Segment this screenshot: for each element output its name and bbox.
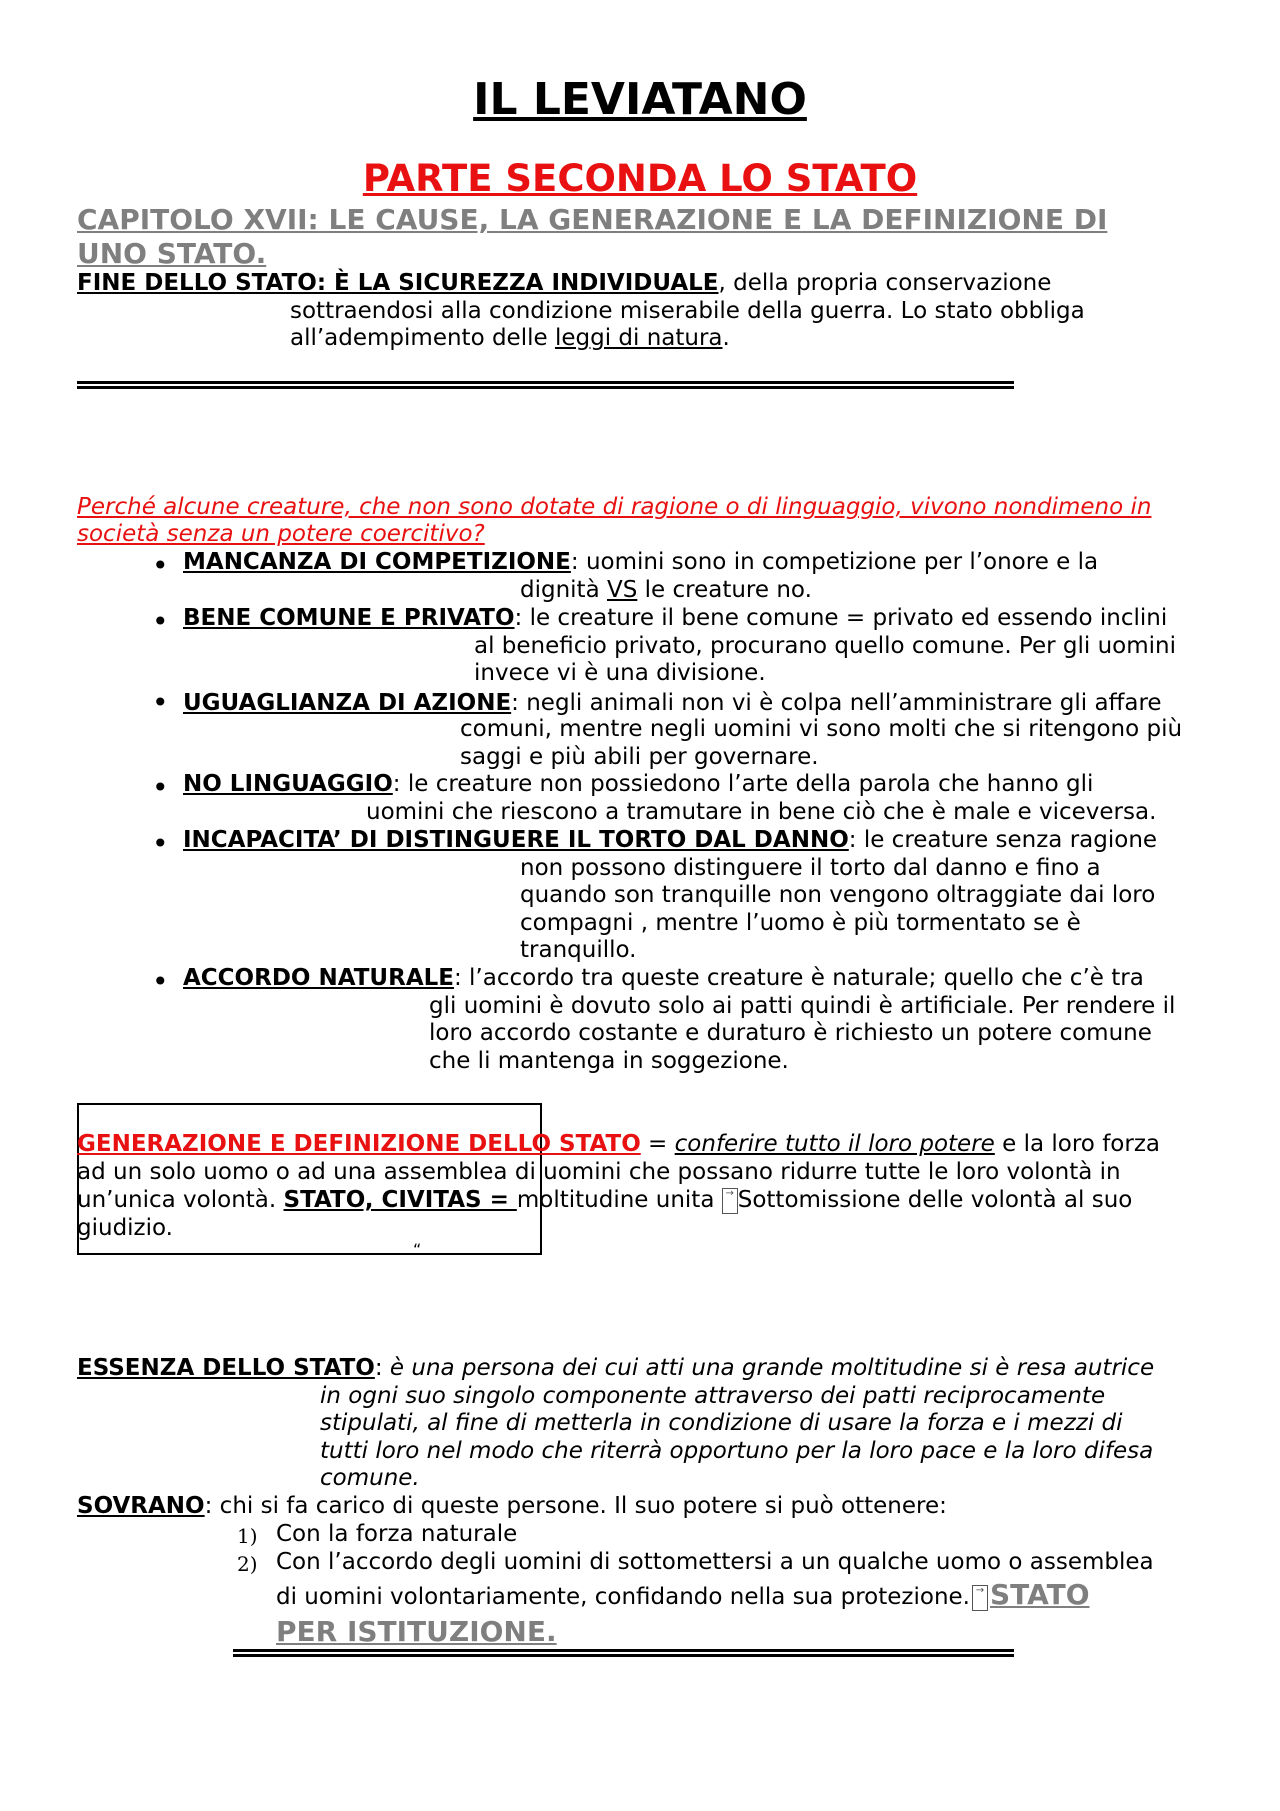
double-divider-1 <box>77 381 1014 389</box>
bullet-5-line-3: quando son tranquille non vengono oltraggiate dai loro <box>520 882 1156 908</box>
sovrano-label: SOVRANO <box>77 1493 205 1519</box>
bullet-5-line-1 <box>183 827 1263 855</box>
generazione-line-2: ad un solo uomo o ad una assemblea di uomini che possano ridurre tutte le loro volontà in <box>77 1159 1121 1185</box>
stato-civitas: STATO, CIVITAS = <box>283 1187 517 1213</box>
fine-stato-line-3 <box>290 325 1250 353</box>
bullet-4-line-2: uomini che riescono a tramutare in bene ciò che è male e viceversa. <box>366 799 1157 825</box>
sovrano-line <box>77 1493 1267 1521</box>
bullet-2-line-3: invece vi è una divisione. <box>474 660 766 686</box>
sovrano-item-1: Con la forza naturale <box>276 1521 518 1547</box>
chapter-line-1: CAPITOLO XVII: LE CAUSE, LA GENERAZIONE E LA DEFINIZIONE DI <box>77 203 1108 236</box>
fine-stato-line-2: sottraendosi alla condizione miserabile della guerra. Lo stato obbliga <box>290 298 1085 324</box>
essenza-line-5: comune. <box>320 1465 420 1491</box>
bullet-3-label: UGUAGLIANZA DI AZIONE <box>183 690 512 716</box>
bullet-1-post: le creature no. <box>637 577 812 603</box>
bullet-dot: • <box>152 549 169 582</box>
sovrano-rest: : chi si fa carico di queste persone. Il suo potere si può ottenere: <box>204 1493 947 1519</box>
fine-stato-line-1 <box>77 270 1257 298</box>
bullet-1-label: MANCANZA DI COMPETIZIONE <box>183 549 571 575</box>
essenza-line-2: in ogni suo singolo componente attraverso dei patti reciprocamente <box>320 1383 1106 1409</box>
fine-stato-rest: , della propria conservazione <box>718 270 1052 296</box>
fine-stato-pre: all’adempimento delle <box>290 325 555 351</box>
generazione-unica: un’unica volontà. <box>77 1187 284 1213</box>
essenza-line-1 <box>77 1355 1267 1383</box>
bullet-3-text: : negli animali non vi è colpa nell’amministrare gli affare <box>511 690 1162 716</box>
generazione-italic: conferire tutto il loro potere <box>674 1131 995 1157</box>
bullet-5-text: : le creature senza ragione <box>848 827 1158 853</box>
bullet-5-line-5: tranquillo. <box>520 937 637 963</box>
essenza-line-4: tutti loro nel modo che riterrà opportuno per la loro pace e la loro difesa <box>320 1438 1154 1464</box>
bullet-1-line-1 <box>183 549 1263 577</box>
generazione-label: GENERAZIONE E DEFINIZIONE DELLO STATO <box>77 1131 641 1157</box>
generazione-rest: e la loro forza <box>994 1131 1160 1157</box>
bullet-3-line-3: saggi e più abili per governare. <box>460 744 819 770</box>
bullet-6-label: ACCORDO NATURALE <box>183 965 454 991</box>
bullet-4-label: NO LINGUAGGIO <box>183 771 393 797</box>
essenza-label: ESSENZA DELLO STATO <box>77 1355 375 1381</box>
chapter-line-2: UNO STATO. <box>77 237 267 270</box>
generazione-eq: = <box>640 1131 675 1157</box>
bullet-5-line-4: compagni , mentre l’uomo è più tormentato se è <box>520 910 1081 936</box>
leggi-natura-link: leggi di natura <box>554 325 723 351</box>
page-subtitle: PARTE SECONDA LO STATO <box>362 157 918 200</box>
quote-mark: “ <box>413 1240 422 1259</box>
stato-tag-2: PER ISTITUZIONE. <box>276 1615 557 1648</box>
bullet-dot: • <box>152 965 169 998</box>
double-divider-2 <box>233 1649 1014 1657</box>
generazione-line-3 <box>77 1187 1267 1215</box>
moltitudine-unita: moltitudine unita <box>516 1187 722 1213</box>
bullet-6-line-2: gli uomini è dovuto solo ai patti quindi è artificiale. Per rendere il <box>429 993 1176 1019</box>
bullet-dot: • <box>152 605 169 638</box>
bullet-5-line-2: non possono distinguere il torto dal danno e fino a <box>520 855 1101 881</box>
bullet-6-line-3: loro accordo costante e duraturo è richiesto un potere comune <box>429 1020 1152 1046</box>
page-title: IL LEVIATANO <box>473 74 807 125</box>
chapter-heading <box>77 203 1217 271</box>
bullet-2-line-1 <box>183 605 1263 633</box>
bullet-2-text: : le creature il bene comune = privato ed essendo inclini <box>514 605 1168 631</box>
bullet-1-dignita: dignità <box>520 577 607 603</box>
bullet-1-text: : uomini sono in competizione per l’onore e la <box>570 549 1099 575</box>
bullet-2-label: BENE COMUNE E PRIVATO <box>183 605 515 631</box>
arrow-icon: → <box>972 1585 988 1611</box>
bullet-dot: • <box>152 771 169 804</box>
list-number-1: 1) <box>237 1524 258 1548</box>
generazione-line-4: giudizio. <box>77 1215 173 1241</box>
sovrano-item-2-text: di uomini volontariamente, confidando nella sua protezione. <box>276 1584 970 1610</box>
bullet-6-line-4: che li mantenga in soggezione. <box>429 1048 789 1074</box>
arrow-icon: → <box>722 1188 738 1214</box>
bullet-4-line-1 <box>183 771 1263 799</box>
bullet-4-text: : le creature non possiedono l’arte della parola che hanno gli <box>392 771 1094 797</box>
list-number-2: 2) <box>237 1552 258 1576</box>
fine-stato-label: FINE DELLO STATO: È LA SICUREZZA INDIVIDUALE <box>77 270 719 296</box>
stato-tag-1: STATO <box>990 1578 1090 1611</box>
sovrano-item-2-line-2 <box>276 1578 1276 1612</box>
bullet-6-line-1 <box>183 965 1263 993</box>
question-line-1: Perché alcune creature, che non sono dotate di ragione o di linguaggio, vivono nondimeno in <box>77 494 1152 520</box>
bullet-3-line-2: comuni, mentre negli uomini vi sono molti che si ritengono più <box>460 716 1183 742</box>
essenza-italic-1: è una persona dei cui atti una grande moltitudine si è resa autrice <box>389 1355 1155 1381</box>
bullet-5-label: INCAPACITA’ DI DISTINGUERE IL TORTO DAL DANNO <box>183 827 849 853</box>
sovrano-item-2-line-1: Con l’accordo degli uomini di sottomettersi a un qualche uomo o assemblea <box>276 1549 1154 1575</box>
bullet-3-line-1 <box>183 690 1263 718</box>
bullet-1-vs: VS <box>606 577 638 603</box>
bullet-6-text: : l’accordo tra queste creature è naturale; quello che c’è tra <box>453 965 1144 991</box>
fine-stato-post: . <box>722 325 730 351</box>
bullet-dot: • <box>152 827 169 860</box>
bullet-dot: • <box>152 686 169 719</box>
bullet-2-line-2: al beneficio privato, procurano quello comune. Per gli uomini <box>474 633 1177 659</box>
sottomissione: Sottomissione delle volontà al suo <box>737 1187 1133 1213</box>
essenza-line-3: stipulati, al fine di metterla in condizione di usare la forza e i mezzi di <box>320 1410 1123 1436</box>
question-line-2: società senza un potere coercitivo? <box>77 521 485 547</box>
generazione-line-1 <box>77 1131 1267 1159</box>
essenza-colon: : <box>374 1355 390 1381</box>
bullet-1-line-2 <box>520 577 1260 605</box>
